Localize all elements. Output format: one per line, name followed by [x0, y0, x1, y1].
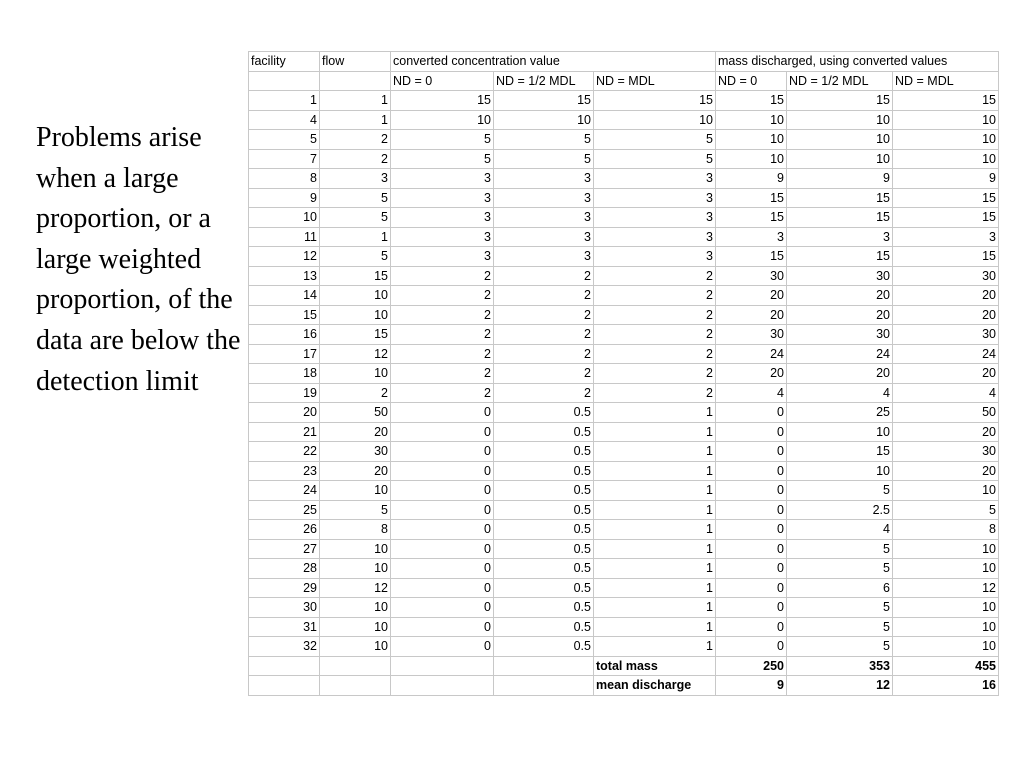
- table-row: [249, 169, 999, 189]
- table-cell: 50: [320, 403, 391, 423]
- table-cell: 9: [716, 169, 787, 189]
- table-row: [249, 598, 999, 618]
- table-cell: 20: [893, 305, 999, 325]
- table-cell: 2: [594, 344, 716, 364]
- table-row: [249, 422, 999, 442]
- table-cell: 15: [893, 208, 999, 228]
- table-cell: 10: [716, 130, 787, 150]
- empty-cell: [391, 676, 494, 696]
- table-cell: 2: [391, 325, 494, 345]
- table-row: [249, 481, 999, 501]
- table-cell: 2: [494, 383, 594, 403]
- table-cell: 10: [893, 598, 999, 618]
- table-cell: 10: [320, 539, 391, 559]
- table-cell: 0: [391, 539, 494, 559]
- table-cell: 24: [893, 344, 999, 364]
- table-cell: 10: [893, 539, 999, 559]
- table-cell: 3: [320, 169, 391, 189]
- table-cell: 10: [320, 364, 391, 384]
- table-cell: 4: [787, 383, 893, 403]
- table-cell: 5: [787, 637, 893, 657]
- summary-label: total mass: [594, 656, 716, 676]
- table-cell: 0: [716, 520, 787, 540]
- table-cell: 15: [716, 188, 787, 208]
- subheader-cell: ND = MDL: [594, 71, 716, 91]
- table-cell: 0: [716, 403, 787, 423]
- table-cell: 19: [249, 383, 320, 403]
- empty-cell: [320, 676, 391, 696]
- empty-cell: [391, 656, 494, 676]
- table-cell: 0.5: [494, 578, 594, 598]
- table-cell: 20: [787, 305, 893, 325]
- header-mass-discharged: mass discharged, using converted values: [716, 52, 999, 72]
- table-cell: 16: [249, 325, 320, 345]
- table-row: [249, 110, 999, 130]
- table-cell: 11: [249, 227, 320, 247]
- table-cell: 10: [893, 559, 999, 579]
- table-row: [249, 247, 999, 267]
- table-cell: 10: [716, 110, 787, 130]
- table-cell: 8: [249, 169, 320, 189]
- table-cell: 0: [391, 598, 494, 618]
- header-flow: flow: [320, 52, 391, 72]
- table-cell: 10: [893, 130, 999, 150]
- subheader-cell: ND = 1/2 MDL: [494, 71, 594, 91]
- table-cell: 10: [787, 461, 893, 481]
- table-cell: 15: [494, 91, 594, 111]
- table-cell: 5: [787, 617, 893, 637]
- table-cell: 0: [391, 637, 494, 657]
- table-cell: 7: [249, 149, 320, 169]
- table-cell: 5: [320, 500, 391, 520]
- table-cell: 31: [249, 617, 320, 637]
- table-cell: 2: [594, 286, 716, 306]
- table-cell: 15: [594, 91, 716, 111]
- summary-value: 353: [787, 656, 893, 676]
- table-cell: 15: [716, 208, 787, 228]
- table-cell: 17: [249, 344, 320, 364]
- table-cell: 2: [391, 305, 494, 325]
- table-cell: 1: [320, 91, 391, 111]
- slide-side-text: Problems arise when a large proportion, or a large weighted proportion, of the data are below the detection limit: [36, 122, 241, 397]
- table-cell: 23: [249, 461, 320, 481]
- table-cell: 2: [391, 286, 494, 306]
- subheader-cell: ND = 0: [716, 71, 787, 91]
- table-cell: 0: [716, 422, 787, 442]
- table-cell: 0.5: [494, 442, 594, 462]
- subheader-cell: ND = 1/2 MDL: [787, 71, 893, 91]
- table-cell: 30: [787, 325, 893, 345]
- summary-value: 16: [893, 676, 999, 696]
- table-cell: 2: [594, 383, 716, 403]
- summary-label: mean discharge: [594, 676, 716, 696]
- table-cell: 10: [787, 149, 893, 169]
- table-cell: 10: [893, 110, 999, 130]
- table-row: [249, 266, 999, 286]
- table-cell: 20: [893, 422, 999, 442]
- table-cell: 20: [320, 461, 391, 481]
- table-cell: 2: [320, 383, 391, 403]
- table-row: [249, 403, 999, 423]
- table-cell: 20: [716, 286, 787, 306]
- table-cell: 1: [594, 539, 716, 559]
- table-cell: 4: [716, 383, 787, 403]
- table-row: [249, 637, 999, 657]
- table-cell: 1: [594, 559, 716, 579]
- table-cell: 0: [716, 598, 787, 618]
- table-cell: 10: [320, 305, 391, 325]
- table-cell: 0: [391, 442, 494, 462]
- table-cell: 2: [494, 266, 594, 286]
- summary-value: 9: [716, 676, 787, 696]
- table-cell: 1: [320, 110, 391, 130]
- table-cell: 30: [716, 325, 787, 345]
- table-cell: 1: [594, 461, 716, 481]
- table-cell: 10: [320, 559, 391, 579]
- table-row: [249, 188, 999, 208]
- table-cell: 15: [787, 247, 893, 267]
- table-cell: 0.5: [494, 500, 594, 520]
- table-cell: 1: [594, 481, 716, 501]
- table-cell: 2: [594, 266, 716, 286]
- table-cell: 50: [893, 403, 999, 423]
- table-cell: 15: [716, 247, 787, 267]
- table-cell: 5: [320, 188, 391, 208]
- table-cell: 15: [893, 91, 999, 111]
- table-cell: 0: [391, 559, 494, 579]
- table-cell: 0: [391, 461, 494, 481]
- table-row: [249, 578, 999, 598]
- table-cell: 20: [893, 286, 999, 306]
- table-cell: 30: [716, 266, 787, 286]
- table-cell: 1: [594, 637, 716, 657]
- table-cell: 24: [716, 344, 787, 364]
- table-cell: 2: [594, 325, 716, 345]
- empty-cell: [320, 656, 391, 676]
- table-cell: 20: [249, 403, 320, 423]
- table-cell: 9: [787, 169, 893, 189]
- table-cell: 10: [320, 617, 391, 637]
- table-cell: 3: [391, 247, 494, 267]
- table-cell: 20: [787, 286, 893, 306]
- table-cell: 20: [320, 422, 391, 442]
- subheader-cell: ND = 0: [391, 71, 494, 91]
- summary-value: 455: [893, 656, 999, 676]
- table-cell: 0.5: [494, 637, 594, 657]
- table-cell: 0: [716, 481, 787, 501]
- table-cell: 0: [716, 539, 787, 559]
- table-cell: 5: [787, 539, 893, 559]
- table-cell: 0: [716, 559, 787, 579]
- table-cell: 3: [893, 227, 999, 247]
- table-cell: 15: [787, 208, 893, 228]
- table-cell: 2.5: [787, 500, 893, 520]
- table-cell: 0.5: [494, 520, 594, 540]
- table-cell: 10: [494, 110, 594, 130]
- table-cell: 0.5: [494, 461, 594, 481]
- table-cell: 5: [391, 130, 494, 150]
- table-cell: 3: [391, 169, 494, 189]
- table-row: [249, 500, 999, 520]
- summary-row: [249, 676, 999, 696]
- empty-cell: [494, 656, 594, 676]
- table-cell: 8: [893, 520, 999, 540]
- table-cell: 27: [249, 539, 320, 559]
- table-cell: 20: [893, 461, 999, 481]
- table-cell: 10: [320, 598, 391, 618]
- table-cell: 2: [391, 266, 494, 286]
- table-cell: 10: [893, 617, 999, 637]
- table-cell: 26: [249, 520, 320, 540]
- table-row: [249, 149, 999, 169]
- table-cell: 20: [716, 305, 787, 325]
- table-cell: 25: [787, 403, 893, 423]
- table-cell: 3: [391, 227, 494, 247]
- table-cell: 4: [787, 520, 893, 540]
- table-cell: 2: [494, 364, 594, 384]
- table-cell: 1: [594, 578, 716, 598]
- table-cell: 30: [893, 325, 999, 345]
- table-cell: 2: [494, 305, 594, 325]
- table-cell: 10: [320, 286, 391, 306]
- table-cell: 10: [249, 208, 320, 228]
- table-cell: 15: [391, 91, 494, 111]
- table-cell: 18: [249, 364, 320, 384]
- table-cell: 20: [893, 364, 999, 384]
- table-row: [249, 130, 999, 150]
- table-cell: 22: [249, 442, 320, 462]
- table-cell: 12: [320, 578, 391, 598]
- table-cell: 5: [320, 208, 391, 228]
- table-cell: 0: [391, 520, 494, 540]
- table-cell: 29: [249, 578, 320, 598]
- subheader-cell: ND = MDL: [893, 71, 999, 91]
- table-cell: 2: [391, 364, 494, 384]
- table-row: [249, 461, 999, 481]
- table-cell: 30: [787, 266, 893, 286]
- table-cell: 2: [320, 149, 391, 169]
- header-empty-cell: [320, 71, 391, 91]
- table-cell: 9: [893, 169, 999, 189]
- table-cell: 5: [594, 130, 716, 150]
- table-cell: 12: [893, 578, 999, 598]
- table-row: [249, 617, 999, 637]
- table-cell: 5: [320, 247, 391, 267]
- header-row-1: [249, 52, 999, 72]
- table-cell: 3: [594, 208, 716, 228]
- table-row: [249, 442, 999, 462]
- table-row: [249, 227, 999, 247]
- table-row: [249, 91, 999, 111]
- table-cell: 2: [594, 305, 716, 325]
- summary-value: 12: [787, 676, 893, 696]
- table-cell: 5: [787, 481, 893, 501]
- table-cell: 4: [249, 110, 320, 130]
- table-cell: 10: [787, 422, 893, 442]
- table-cell: 3: [494, 208, 594, 228]
- table-cell: 1: [594, 403, 716, 423]
- table-cell: 3: [391, 188, 494, 208]
- table-cell: 0: [716, 500, 787, 520]
- table-cell: 10: [716, 149, 787, 169]
- table-cell: 15: [320, 325, 391, 345]
- table-cell: 28: [249, 559, 320, 579]
- table-cell: 0: [716, 617, 787, 637]
- table-cell: 3: [716, 227, 787, 247]
- table-cell: 0: [391, 617, 494, 637]
- table-cell: 30: [893, 266, 999, 286]
- table-cell: 5: [893, 500, 999, 520]
- table-cell: 5: [494, 149, 594, 169]
- table-cell: 5: [787, 559, 893, 579]
- table-cell: 5: [249, 130, 320, 150]
- empty-cell: [494, 676, 594, 696]
- table-cell: 1: [594, 500, 716, 520]
- table-row: [249, 559, 999, 579]
- table-cell: 20: [716, 364, 787, 384]
- table-cell: 3: [594, 188, 716, 208]
- table-cell: 1: [249, 91, 320, 111]
- table-cell: 4: [893, 383, 999, 403]
- table-row: [249, 305, 999, 325]
- header-empty-cell: [249, 71, 320, 91]
- table-cell: 2: [391, 383, 494, 403]
- table-cell: 15: [716, 91, 787, 111]
- table-cell: 15: [787, 91, 893, 111]
- table-cell: 15: [893, 247, 999, 267]
- table-cell: 1: [594, 442, 716, 462]
- table-cell: 10: [893, 637, 999, 657]
- table-cell: 14: [249, 286, 320, 306]
- table-cell: 2: [494, 344, 594, 364]
- table-cell: 15: [787, 442, 893, 462]
- table-cell: 15: [893, 188, 999, 208]
- table-cell: 10: [320, 481, 391, 501]
- header-facility: facility: [249, 52, 320, 72]
- table-cell: 0.5: [494, 617, 594, 637]
- table-cell: 10: [893, 481, 999, 501]
- data-table: [248, 51, 999, 696]
- table-cell: 0: [391, 422, 494, 442]
- table-cell: 10: [787, 110, 893, 130]
- table-cell: 0: [391, 481, 494, 501]
- table-cell: 12: [249, 247, 320, 267]
- table-row: [249, 520, 999, 540]
- table-cell: 24: [249, 481, 320, 501]
- table-row: [249, 325, 999, 345]
- table-cell: 15: [320, 266, 391, 286]
- table-cell: 5: [787, 598, 893, 618]
- table-cell: 2: [320, 130, 391, 150]
- table-cell: 0.5: [494, 422, 594, 442]
- table-cell: 5: [391, 149, 494, 169]
- table-cell: 0.5: [494, 598, 594, 618]
- table-cell: 2: [594, 364, 716, 384]
- table-cell: 2: [391, 344, 494, 364]
- table-cell: 3: [391, 208, 494, 228]
- table-cell: 0: [391, 403, 494, 423]
- table-cell: 0.5: [494, 539, 594, 559]
- table-cell: 0.5: [494, 559, 594, 579]
- table-cell: 1: [594, 422, 716, 442]
- table-cell: 0: [391, 578, 494, 598]
- table-row: [249, 364, 999, 384]
- table-cell: 30: [249, 598, 320, 618]
- empty-cell: [249, 676, 320, 696]
- table-row: [249, 208, 999, 228]
- table-cell: 21: [249, 422, 320, 442]
- table-cell: 10: [594, 110, 716, 130]
- summary-value: 250: [716, 656, 787, 676]
- table-cell: 3: [787, 227, 893, 247]
- table-cell: 1: [594, 598, 716, 618]
- table-cell: 3: [494, 227, 594, 247]
- table-cell: 0.5: [494, 403, 594, 423]
- table-cell: 25: [249, 500, 320, 520]
- table-cell: 10: [787, 130, 893, 150]
- table-cell: 0: [716, 442, 787, 462]
- table-cell: 10: [893, 149, 999, 169]
- table-cell: 15: [249, 305, 320, 325]
- table-row: [249, 344, 999, 364]
- table-row: [249, 383, 999, 403]
- table-cell: 30: [893, 442, 999, 462]
- table-cell: 10: [320, 637, 391, 657]
- table-row: [249, 286, 999, 306]
- table-cell: 3: [494, 169, 594, 189]
- table-cell: 2: [494, 325, 594, 345]
- table-cell: 3: [594, 247, 716, 267]
- table-cell: 12: [320, 344, 391, 364]
- header-row-2: [249, 71, 999, 91]
- table-cell: 0: [716, 461, 787, 481]
- table-cell: 5: [494, 130, 594, 150]
- table-cell: 6: [787, 578, 893, 598]
- table-cell: 8: [320, 520, 391, 540]
- table-cell: 24: [787, 344, 893, 364]
- table-cell: 0: [716, 637, 787, 657]
- table-cell: 20: [787, 364, 893, 384]
- table-cell: 1: [594, 520, 716, 540]
- table-cell: 0.5: [494, 481, 594, 501]
- table-cell: 30: [320, 442, 391, 462]
- table-cell: 2: [494, 286, 594, 306]
- table-cell: 1: [320, 227, 391, 247]
- table-cell: 3: [494, 247, 594, 267]
- table-cell: 0: [716, 578, 787, 598]
- table-cell: 0: [391, 500, 494, 520]
- table-cell: 32: [249, 637, 320, 657]
- table-cell: 1: [594, 617, 716, 637]
- table-cell: 3: [494, 188, 594, 208]
- table-row: [249, 539, 999, 559]
- empty-cell: [249, 656, 320, 676]
- table-cell: 15: [787, 188, 893, 208]
- header-converted-concentration: converted concentration value: [391, 52, 716, 72]
- table-cell: 10: [391, 110, 494, 130]
- table-cell: 13: [249, 266, 320, 286]
- table-cell: 9: [249, 188, 320, 208]
- summary-row: [249, 656, 999, 676]
- table-cell: 3: [594, 227, 716, 247]
- table-cell: 5: [594, 149, 716, 169]
- table-cell: 3: [594, 169, 716, 189]
